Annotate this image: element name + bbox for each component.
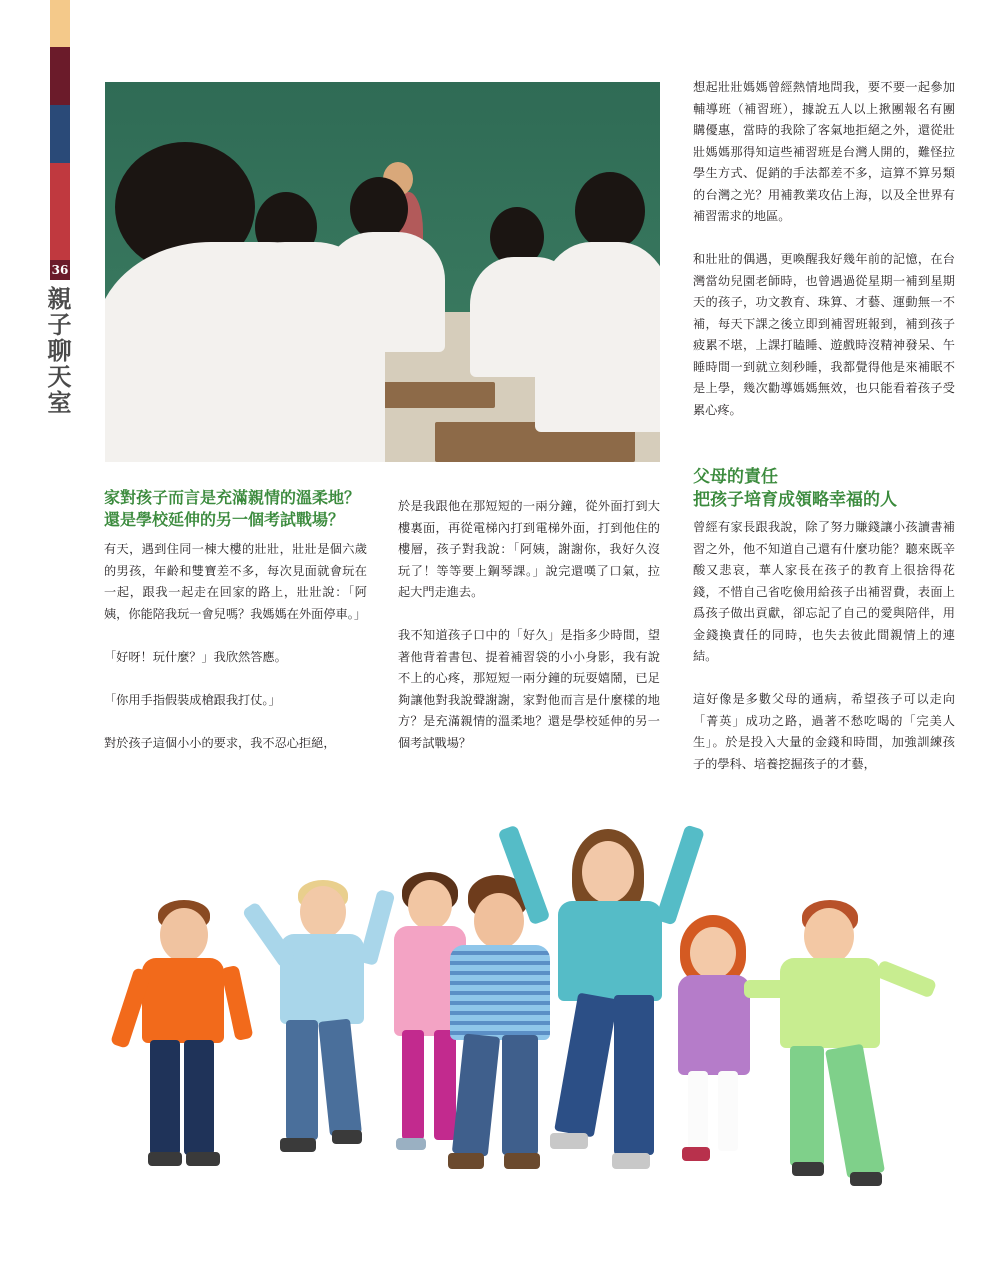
child-figure — [250, 860, 390, 1160]
heading-line: 把孩子培育成領略幸福的人 — [693, 490, 897, 510]
side-bar-maroon — [50, 47, 70, 105]
paragraph: 有天，遇到住同一棟大樓的壯壯，壯壯是個六歲的男孩，年齡和雙寶差不多，每次見面就會玩在一起，跟我一起走在回家的路上，壯壯說：「阿姨，你能陪我玩一會兒嗎？我媽媽在外面停車。」 — [104, 542, 367, 621]
heading-line: 還是學校延伸的另一個考試戰場？ — [104, 510, 345, 529]
child-figure — [740, 900, 940, 1190]
paragraph: 我不知道孩子口中的「好久」是指多少時間，望著他背着書包、提着補習袋的小小身影，我有說不上的心疼，那短短一兩分鐘的玩耍嬉鬧，已足夠讓他對我說聲謝謝，家對他而言是什麼樣的地方？是充滿親情的溫柔地？還是學校延伸的另一個考試戰場？ — [398, 628, 660, 750]
child-figure — [120, 900, 250, 1180]
paragraph: 這好像是多數父母的通病，希望孩子可以走向「菁英」成功之路，過著不愁吃喝的「完美人生」。於是投入大量的金錢和時間，加強訓練孩子的學科、培養挖掘孩子的才藝， — [693, 692, 955, 771]
paragraph: 對於孩子這個小小的要求，我不忍心拒絕， — [104, 735, 336, 750]
heading-line: 家對孩子而言是充滿親情的溫柔地？ — [104, 488, 361, 507]
text-column-2 — [398, 496, 660, 776]
text-column-3b — [693, 517, 955, 797]
section-heading — [104, 487, 374, 531]
paragraph: 想起壯壯媽媽曾經熱情地問我，要不要一起參加輔導班（補習班），據說五人以上揪團報名有團購優惠，當時的我除了客氣地拒絕之外，還從壯壯媽媽那得知這些補習班是台灣人開的，難怪拉學生方式、促銷的手法都差不多，這算不算另類的台灣之光？用補教業攻佔上海，以及全世界有補習需求的地區。 — [693, 80, 955, 223]
text-column-1 — [104, 539, 367, 776]
side-bar-red — [50, 163, 70, 260]
paragraph: 於是我跟他在那短短的一兩分鐘，從外面打到大樓裏面，再從電梯內打到電梯外面，打到他住的樓層，孩子對我說：「阿姨，謝謝你，我好久沒玩了！等等要上鋼琴課。」說完還嘆了口氣，拉起大門走進去。 — [398, 499, 660, 599]
side-bar-gold — [50, 0, 70, 47]
side-bar-blue — [50, 105, 70, 163]
student-shirt — [105, 242, 385, 462]
paragraph: 和壯壯的偶遇，更喚醒我好幾年前的記憶，在台灣當幼兒園老師時，也曾遇過從星期一補到星期天的孩子，功文教育、珠算、才藝、運動無一不補，每天下課之後立即到補習班報到，補到孩子疲累不堪，上課打瞌睡、遊戲時沒精神發呆、午睡時間一到就立刻秒睡，我都覺得他是來補眠不是上學，幾次勸導媽媽無效，也只能看着孩子受累心疼。 — [693, 252, 955, 417]
student-head — [575, 172, 645, 250]
children-running-photo — [100, 815, 960, 1195]
page-number: 36 — [50, 260, 70, 280]
section-heading — [693, 466, 955, 512]
text-column-3 — [693, 77, 955, 443]
student-shirt — [535, 242, 660, 432]
paragraph: 「好呀！玩什麼？」我欣然答應。 — [104, 649, 287, 664]
paragraph: 「你用手指假裝成槍跟我打仗。」 — [104, 692, 281, 707]
section-title: 親子聊天室 — [43, 286, 72, 416]
heading-line: 父母的責任 — [693, 467, 778, 487]
classroom-photo — [105, 82, 660, 462]
paragraph: 曾經有家長跟我說，除了努力賺錢讓小孩讀書補習之外，他不知道自己還有什麼功能？聽來既辛酸又悲哀，華人家長在孩子的教育上很捨得花錢，不惜自己省吃儉用給孩子出補習費，表面上爲孩子做出貢獻，卻忘記了自己的愛與陪伴，用金錢換責任的同時，也失去彼此間親情上的連結。 — [693, 520, 955, 663]
